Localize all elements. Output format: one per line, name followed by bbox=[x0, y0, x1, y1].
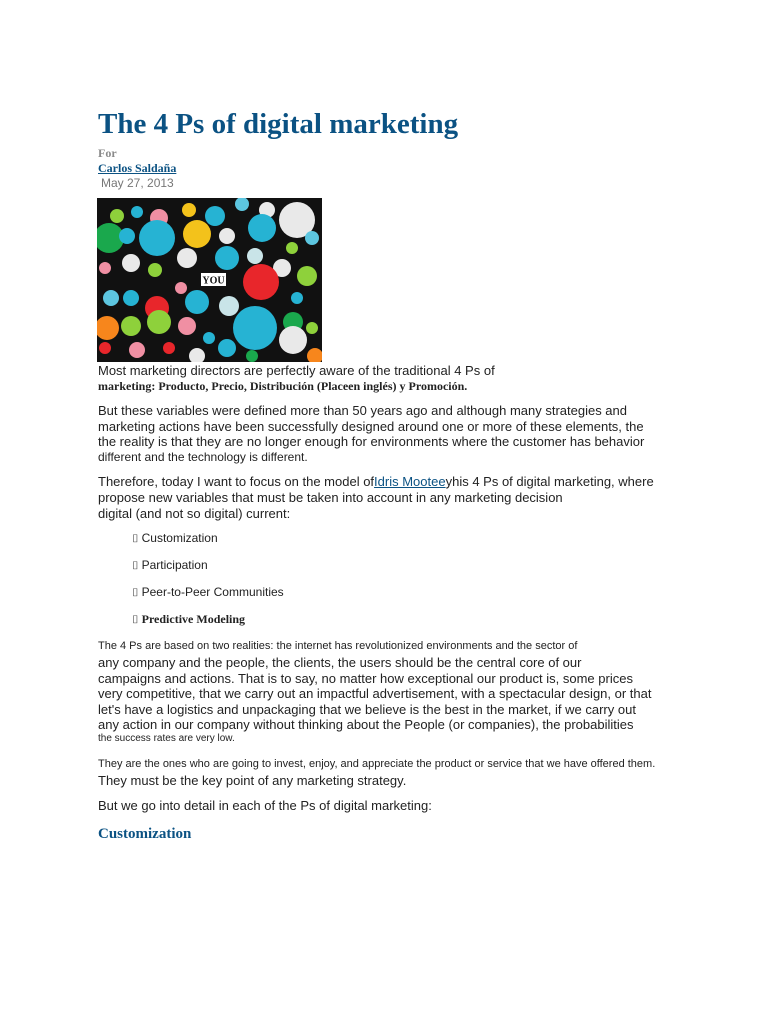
idris-mootee-link[interactable]: Idris Mootee bbox=[374, 474, 446, 489]
polka-dot bbox=[147, 310, 171, 334]
polka-dot bbox=[131, 206, 143, 218]
polka-dot bbox=[286, 242, 298, 254]
bullet-label: Predictive Modeling bbox=[141, 612, 246, 626]
article-title: The 4 Ps of digital marketing bbox=[98, 108, 459, 140]
polka-dot bbox=[121, 316, 141, 336]
paragraph-4-line-1: They are the ones who are going to invest, enjoy, and appreciate the product or service that we have offered them. bbox=[98, 758, 656, 770]
bullet-label: Peer-to-Peer Communities bbox=[141, 585, 284, 599]
paragraph-2-line-2: propose new variables that must be taken into account in any marketing decision bbox=[98, 490, 563, 505]
paragraph-3-line: campaigns and actions. That is to say, no matter how exceptional our product is, some prices bbox=[98, 671, 633, 686]
paragraph-1-line: different and the technology is different. bbox=[98, 450, 308, 464]
section-heading-customization: Customization bbox=[98, 826, 192, 842]
polka-dot bbox=[103, 290, 119, 306]
polka-dot bbox=[185, 290, 209, 314]
bullet-box-icon: ⌷ bbox=[132, 613, 139, 626]
polka-dot bbox=[99, 262, 111, 274]
paragraph-1-line: But these variables were defined more than 50 years ago and although many strategies and bbox=[98, 403, 628, 418]
paragraph-3-line: very competitive, that we carry out an impactful advertisement, with a spectacular design, or that bbox=[98, 686, 652, 701]
polka-dot bbox=[177, 248, 197, 268]
polka-dot bbox=[123, 290, 139, 306]
paragraph-2-text: Therefore, today I want to focus on the model of bbox=[98, 474, 375, 489]
polka-dot bbox=[279, 326, 307, 354]
polka-dot bbox=[218, 339, 236, 357]
polka-dot bbox=[110, 209, 124, 223]
polka-dot bbox=[122, 254, 140, 272]
polka-dot bbox=[175, 282, 187, 294]
bullet-item bbox=[132, 558, 208, 573]
paragraph-1-line: the reality is that they are no longer enough for environments where the customer has behavior bbox=[98, 434, 645, 449]
polka-dot bbox=[291, 292, 303, 304]
polka-dot bbox=[219, 296, 239, 316]
bullet-box-icon: ⌷ bbox=[132, 586, 139, 599]
polka-dot bbox=[203, 332, 215, 344]
for-label: For bbox=[98, 146, 117, 160]
paragraph-3-line: any company and the people, the clients, the users should be the central core of our bbox=[98, 655, 582, 670]
polka-dot bbox=[248, 214, 276, 242]
polka-dot bbox=[129, 342, 145, 358]
bullet-label: Customization bbox=[141, 531, 218, 545]
paragraph-3-line: the success rates are very low. bbox=[98, 733, 235, 744]
intro-line-2: marketing: Producto, Precio, Distribución (Placeen inglés) y Promoción. bbox=[98, 379, 468, 393]
polka-dot bbox=[178, 317, 196, 335]
publish-date: May 27, 2013 bbox=[101, 176, 174, 190]
polka-dot bbox=[148, 263, 162, 277]
paragraph-2-text: yhis 4 Ps of digital marketing, where bbox=[445, 474, 654, 489]
polka-dot bbox=[119, 228, 135, 244]
polka-dot bbox=[246, 350, 258, 362]
paragraph-2-line-1 bbox=[98, 474, 654, 490]
paragraph-2-line-3: digital (and not so digital) current: bbox=[98, 506, 291, 521]
polka-dot bbox=[183, 220, 211, 248]
intro-line-1: Most marketing directors are perfectly aware of the traditional 4 Ps of bbox=[98, 363, 495, 378]
article-image-polka-dots bbox=[97, 198, 322, 362]
polka-dot bbox=[215, 246, 239, 270]
paragraph-5: But we go into detail in each of the Ps of digital marketing: bbox=[98, 798, 432, 813]
bullet-item bbox=[132, 612, 245, 627]
polka-dot bbox=[233, 306, 277, 350]
polka-dot bbox=[99, 342, 111, 354]
polka-dot bbox=[182, 203, 196, 217]
bullet-item bbox=[132, 585, 284, 600]
paragraph-3-line: let's have a logistics and unpackaging that we believe is the best in the market, if we carry out bbox=[98, 702, 636, 717]
paragraph-3-line: The 4 Ps are based on two realities: the internet has revolutionized environments and the sector of bbox=[98, 640, 578, 652]
polka-dot bbox=[219, 228, 235, 244]
author-link[interactable]: Carlos Saldaña bbox=[98, 161, 177, 175]
polka-dot bbox=[297, 266, 317, 286]
polka-dot bbox=[243, 264, 279, 300]
bullet-box-icon: ⌷ bbox=[132, 559, 139, 572]
bullet-box-icon: ⌷ bbox=[132, 532, 139, 545]
paragraph-4-line-2: They must be the key point of any marketing strategy. bbox=[98, 773, 407, 788]
polka-dot bbox=[247, 248, 263, 264]
polka-dot bbox=[163, 342, 175, 354]
polka-dot bbox=[139, 220, 175, 256]
paragraph-1-line: marketing actions have been successfully designed around one or more of these elements, the bbox=[98, 419, 644, 434]
polka-dot bbox=[306, 322, 318, 334]
bullet-item bbox=[132, 531, 218, 546]
polka-dot bbox=[205, 206, 225, 226]
image-you-label: YOU bbox=[202, 275, 225, 287]
bullet-label: Participation bbox=[141, 558, 208, 572]
paragraph-3-line: any action in our company without thinking about the People (or companies), the probabilities bbox=[98, 717, 634, 732]
polka-dot bbox=[305, 231, 319, 245]
